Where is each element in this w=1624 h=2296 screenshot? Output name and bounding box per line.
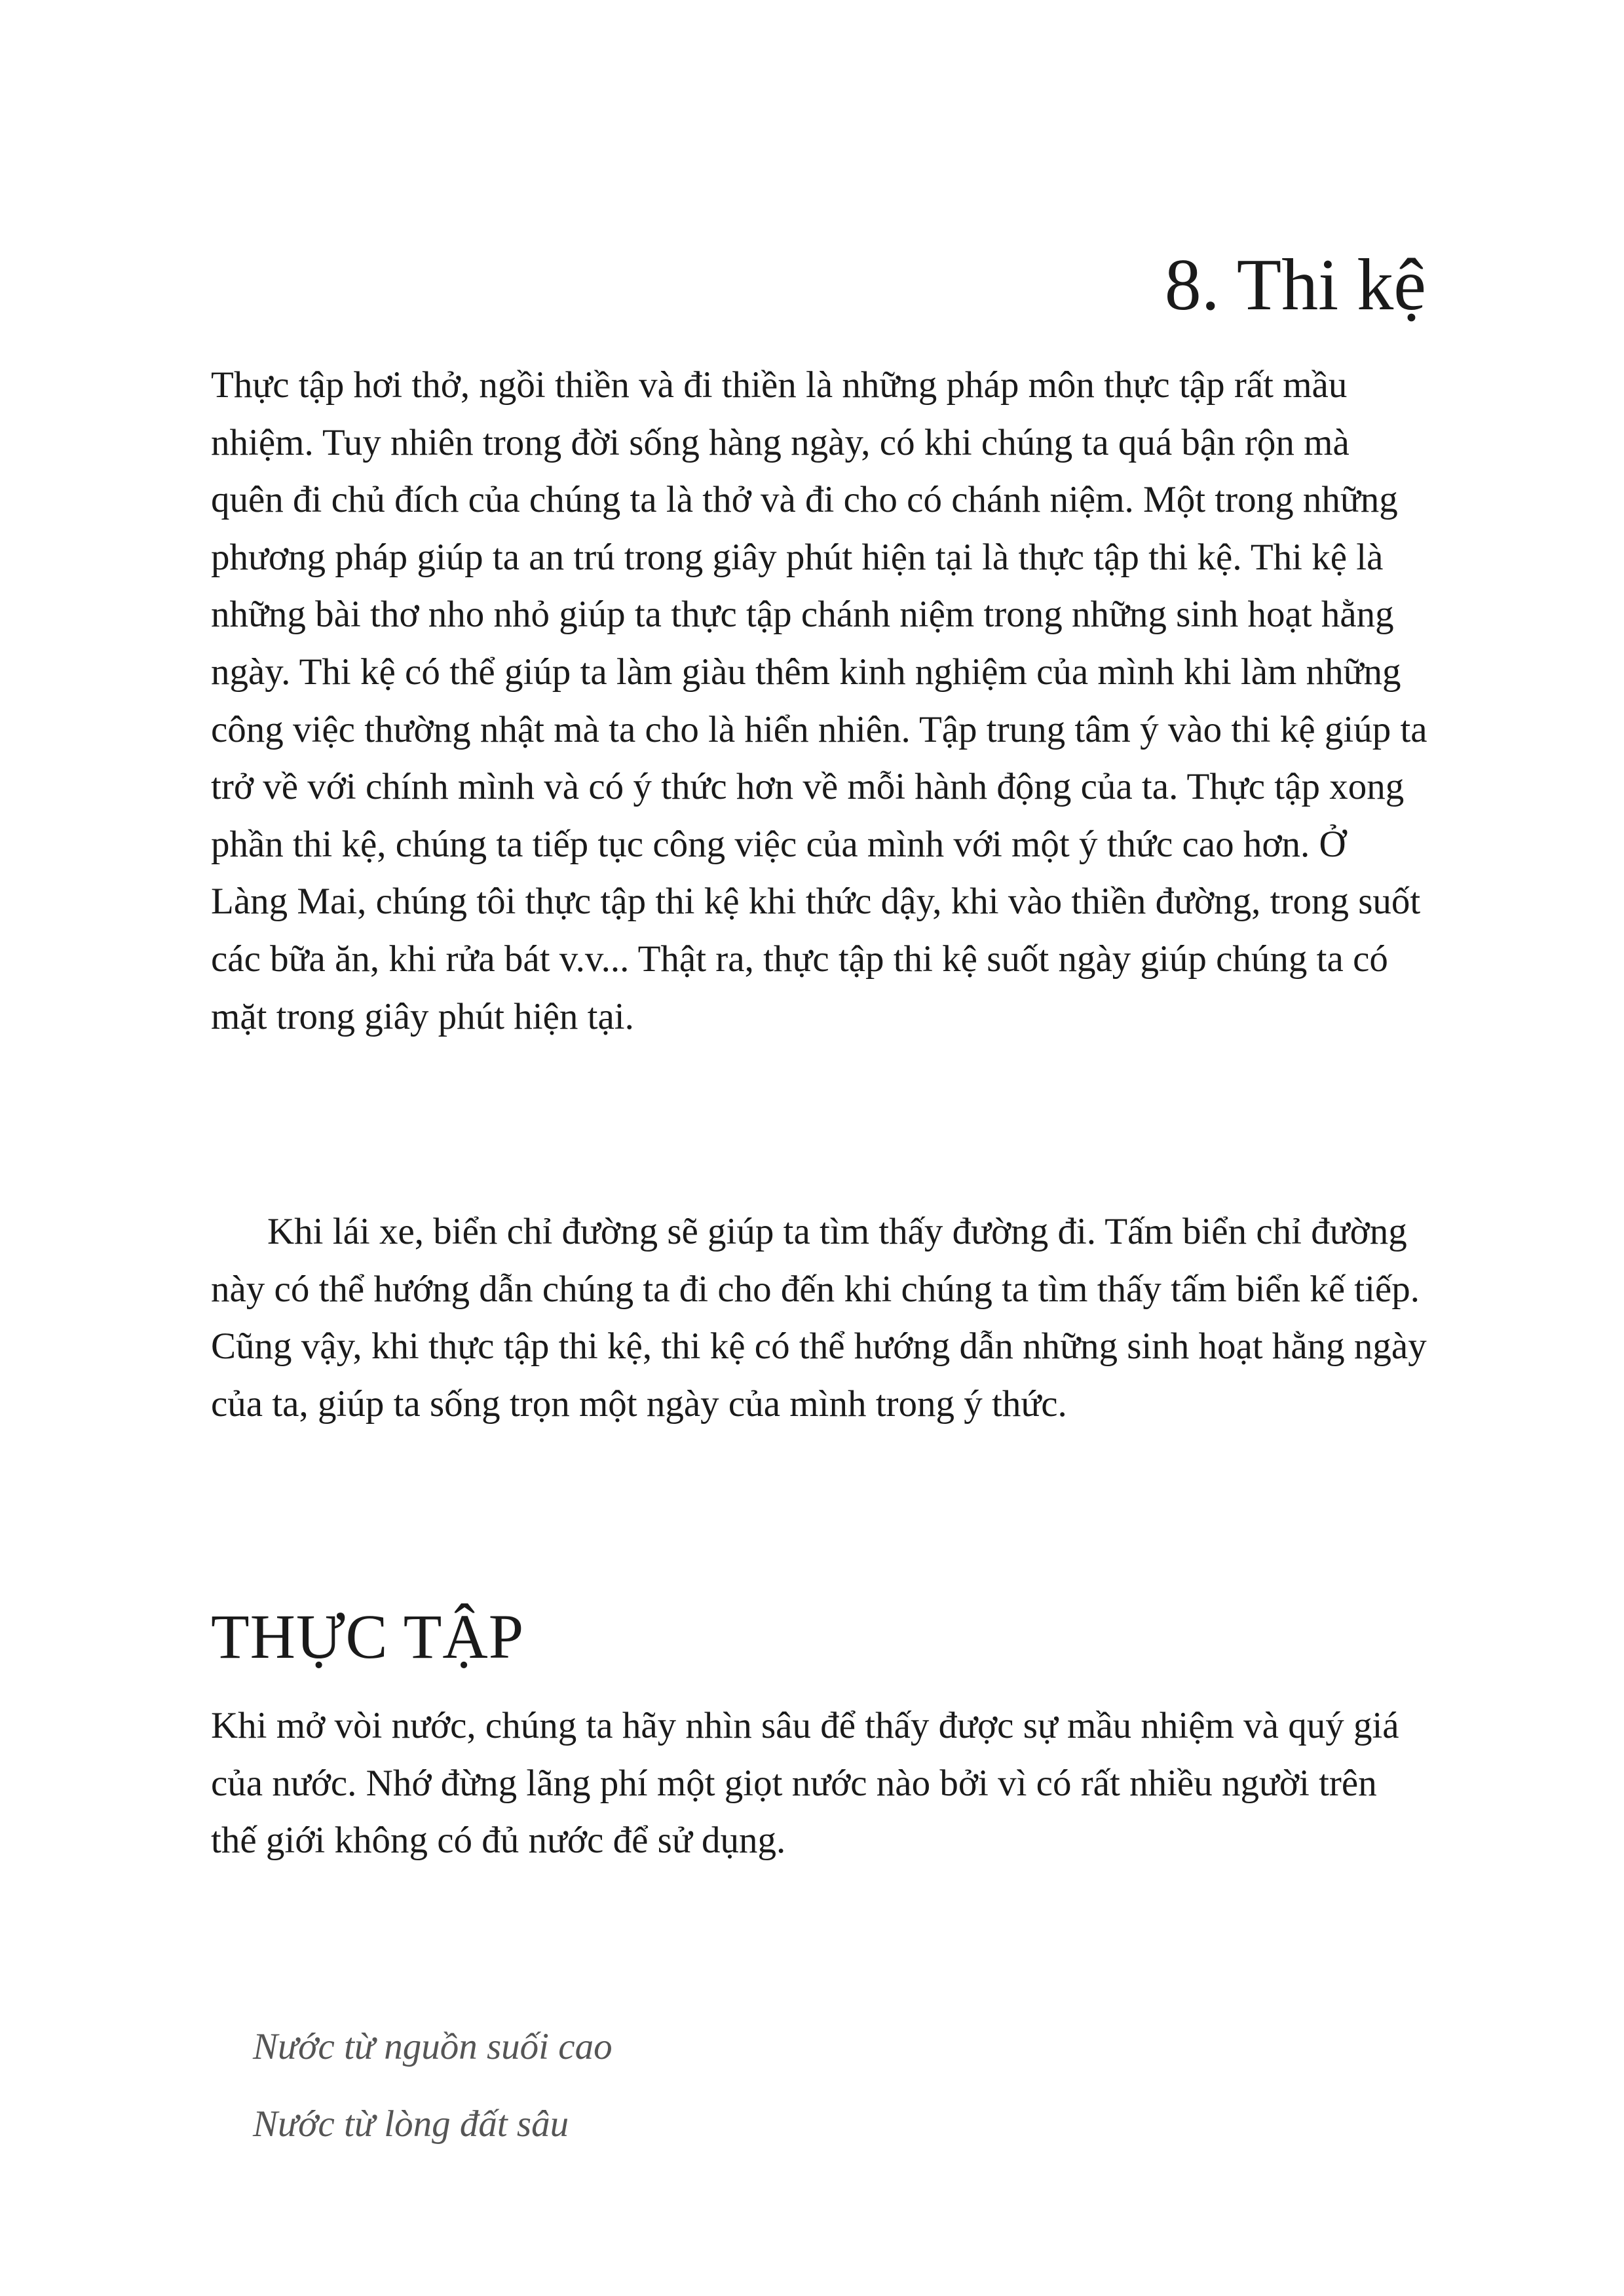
chapter-title: 8. Thi kệ bbox=[1164, 244, 1426, 326]
section-heading: THỰC TẬP bbox=[211, 1601, 525, 1672]
intro-paragraph: Thực tập hơi thở, ngồi thiền và đi thiền là những pháp môn thực tập rất mầu nhiệm. Tuy nhiên trong đời sống hàng ngày, có khi chúng ta quá bận rộn mà quên đi chủ đích của chúng ta là thở và đi cho có chánh niệm. Một trong những phương pháp giúp ta an trú trong giây phút hiện tại là thực tập thi kệ. Thi kệ là những bài thơ nho nhỏ giúp ta thực tập chánh niệm trong những sinh hoạt hằng ngày. Thi kệ có thể giúp ta làm giàu thêm kinh nghiệm của mình khi làm những công việc thường nhật mà ta cho là hiển nhiên. Tập trung tâm ý vào thi kệ giúp ta trở về với chính mình và có ý thức hơn về mỗi hành động của ta. Thực tập xong phần thi kệ, chúng ta tiếp tục công việc của mình với một ý thức cao hơn. Ở Làng Mai, chúng tôi thực tập thi kệ khi thức dậy, khi vào thiền đường, trong suốt các bữa ăn, khi rửa bát v.v... Thật ra, thực tập thi kệ suốt ngày giúp chúng ta có mặt trong giây phút hiện tại. bbox=[211, 364, 1427, 1037]
signpost-paragraph: Khi lái xe, biển chỉ đường sẽ giúp ta tìm thấy đường đi. Tấm biển chỉ đường này có thể hướng dẫn chúng ta đi cho đến khi chúng ta tìm thấy tấm biển kế tiếp. Cũng vậy, khi thực tập thi kệ, thi kệ có thể hướng dẫn những sinh hoạt hằng ngày của ta, giúp ta sống trọn một ngày của mình trong ý thức. bbox=[211, 1211, 1427, 1425]
practice-paragraph: Khi mở vòi nước, chúng ta hãy nhìn sâu để thấy được sự mầu nhiệm và quý giá của nước. Nhớ đừng lãng phí một giọt nước nào bởi vì có rất nhiều người trên thế giới không có đủ nước để sử dụng. bbox=[211, 1705, 1399, 1862]
verse-line: Nước từ nguồn suối cao bbox=[253, 2026, 613, 2067]
verse-line: Nước từ lòng đất sâu bbox=[253, 2103, 569, 2145]
